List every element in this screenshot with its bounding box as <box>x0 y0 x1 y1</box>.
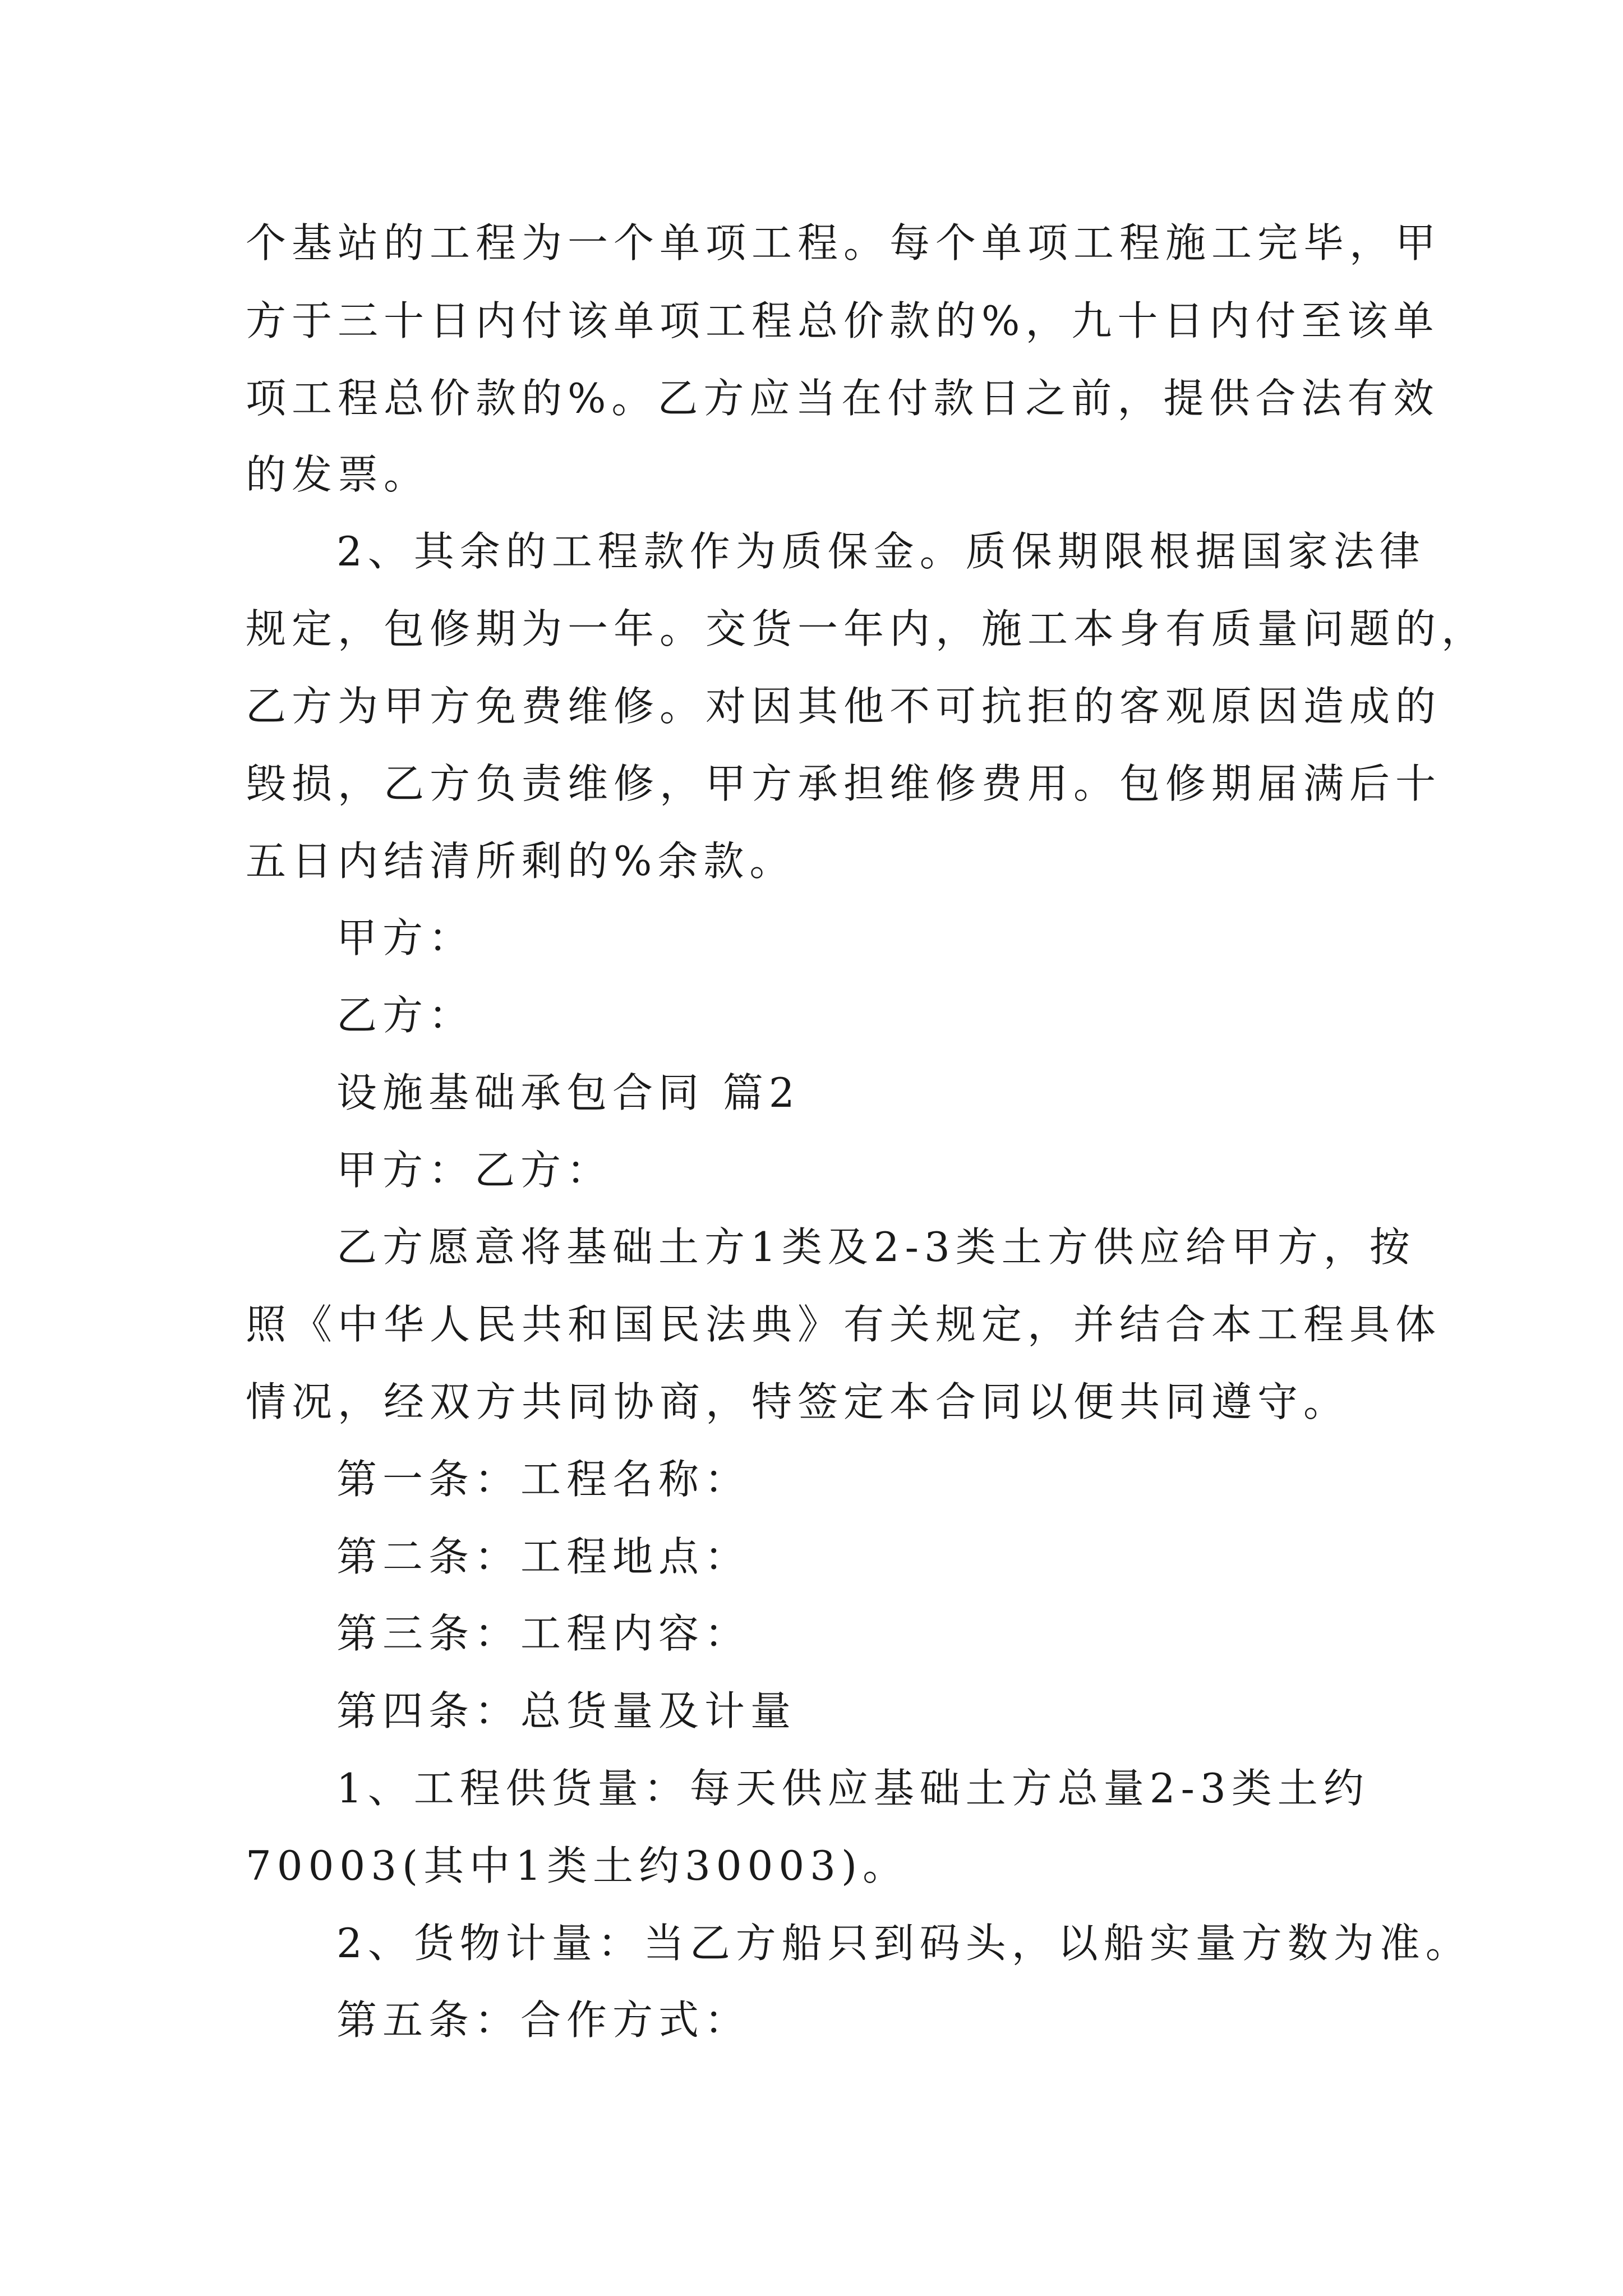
paragraph-line: 乙方愿意将基础土方1类及2-3类土方供应给甲方，按 <box>336 1223 1415 1271</box>
paragraph-line: 乙方为甲方免费维修。对因其他不可抗拒的客观原因造成的 <box>246 683 1442 730</box>
signature-party-b: 乙方： <box>336 992 475 1039</box>
article-3: 第三条：工程内容： <box>336 1610 751 1657</box>
signature-party-a: 甲方： <box>336 914 475 961</box>
paragraph-line: 的发票。 <box>246 451 430 498</box>
parties-line: 甲方：乙方： <box>336 1147 613 1194</box>
article-5: 第五条：合作方式： <box>336 1996 751 2044</box>
article-4: 第四条：总货量及计量 <box>336 1687 797 1734</box>
paragraph-line: 规定，包修期为一年。交货一年内，施工本身有质量问题的， <box>246 605 1488 652</box>
paragraph-line: 2、其余的工程款作为质保金。质保期限根据国家法律 <box>336 528 1426 575</box>
paragraph-line: 项工程总价款的%。乙方应当在付款日之前，提供合法有效 <box>246 375 1440 422</box>
article-2: 第二条：工程地点： <box>336 1533 751 1580</box>
paragraph-line: 2、货物计量：当乙方船只到码头，以船实量方数为准。 <box>336 1920 1472 1967</box>
paragraph-line: 70003(其中1类土约30003)。 <box>246 1842 909 1889</box>
paragraph-line: 情况，经双方共同协商，特签定本合同以便共同遵守。 <box>246 1378 1350 1425</box>
paragraph-line: 方于三十日内付该单项工程总价款的%，九十日内付至该单 <box>246 297 1440 344</box>
article-1: 第一条：工程名称： <box>336 1456 751 1503</box>
paragraph-line: 1、工程供货量：每天供应基础土方总量2-3类土约 <box>336 1765 1370 1812</box>
paragraph-line: 个基站的工程为一个单项工程。每个单项工程施工完毕，甲 <box>246 219 1442 266</box>
paragraph-line: 五日内结清所剩的%余款。 <box>246 838 796 885</box>
paragraph-line: 毁损，乙方负责维修，甲方承担维修费用。包修期届满后十 <box>246 760 1442 807</box>
paragraph-line: 照《中华人民共和国民法典》有关规定，并结合本工程具体 <box>246 1301 1442 1348</box>
section-title: 设施基础承包合同 篇2 <box>336 1069 800 1116</box>
